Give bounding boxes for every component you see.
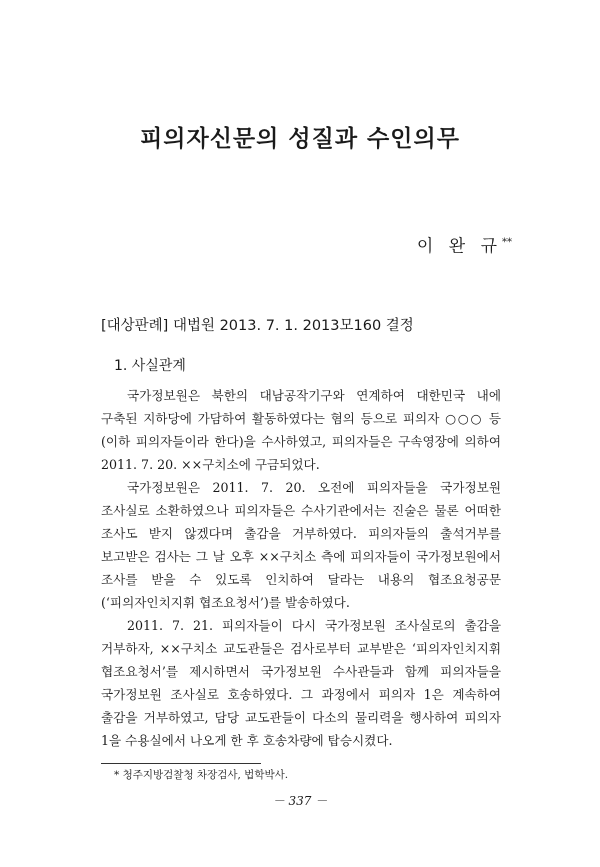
- author-name: [417, 232, 512, 258]
- footnote-divider: [101, 763, 261, 764]
- footnote: * 청주지방검찰청 차장검사, 법학박사.: [114, 769, 289, 781]
- paragraph-2: 국가정보원은 2011. 7. 20. 오전에 피의자들을 국가정보원 조사실로 소환하였으나 피의자들은 수사기관에서는 진술은 물론 어떠한 조사도 받지 않겠다며 출감을 거부하였다. 피의자들의 출석거부를 보고받은 검사는 그 날 오후 ××구치소 측에 피의자들이 국가정보원에서 조사를 받을 수 있도록 인치하여 달라는 내용의 협조요청공문(‘피의자인치지휘 협조요청서’)를 발송하였다.: [101, 480, 501, 610]
- author-name-text: 이 완 규: [416, 236, 502, 257]
- body-text: [101, 384, 501, 752]
- author-footnote-mark: **: [502, 237, 512, 248]
- page-number: － 337 －: [272, 794, 328, 808]
- section-heading: 1. 사실관계: [114, 358, 186, 374]
- paragraph-1: 국가정보원은 북한의 대남공작기구와 연계하여 대한민국 내에 구축된 지하당에 가담하여 활동하였다는 혐의 등으로 피의자 ○○○ 등(이하 피의자들이라 한다)을 수사하였고, 피의자들은 구속영장에 의하여 2011. 7. 20. ××구치소에 구금되었다.: [101, 388, 501, 472]
- page-title: 피의자신문의 성질과 수인의무: [140, 125, 460, 152]
- case-reference: [대상판례] 대법원 2013. 7. 1. 2013모160 결정: [101, 318, 414, 334]
- paragraph-3: 2011. 7. 21. 피의자들이 다시 국가정보원 조사실로의 출감을 거부하자, ××구치소 교도관들은 검사로부터 교부받은 ‘피의자인치지휘 협조요청서’를 제시하면서 국가정보원 수사관들과 함께 피의자들을 국가정보원 조사실로 호송하였다. 그 과정에서 피의자 1은 계속하여 출감을 거부하였고, 담당 교도관들이 다소의 물리력을 행사하여 피의자 1을 수용실에서 나오게 한 후 호송차량에 탑승시켰다.: [101, 618, 501, 748]
